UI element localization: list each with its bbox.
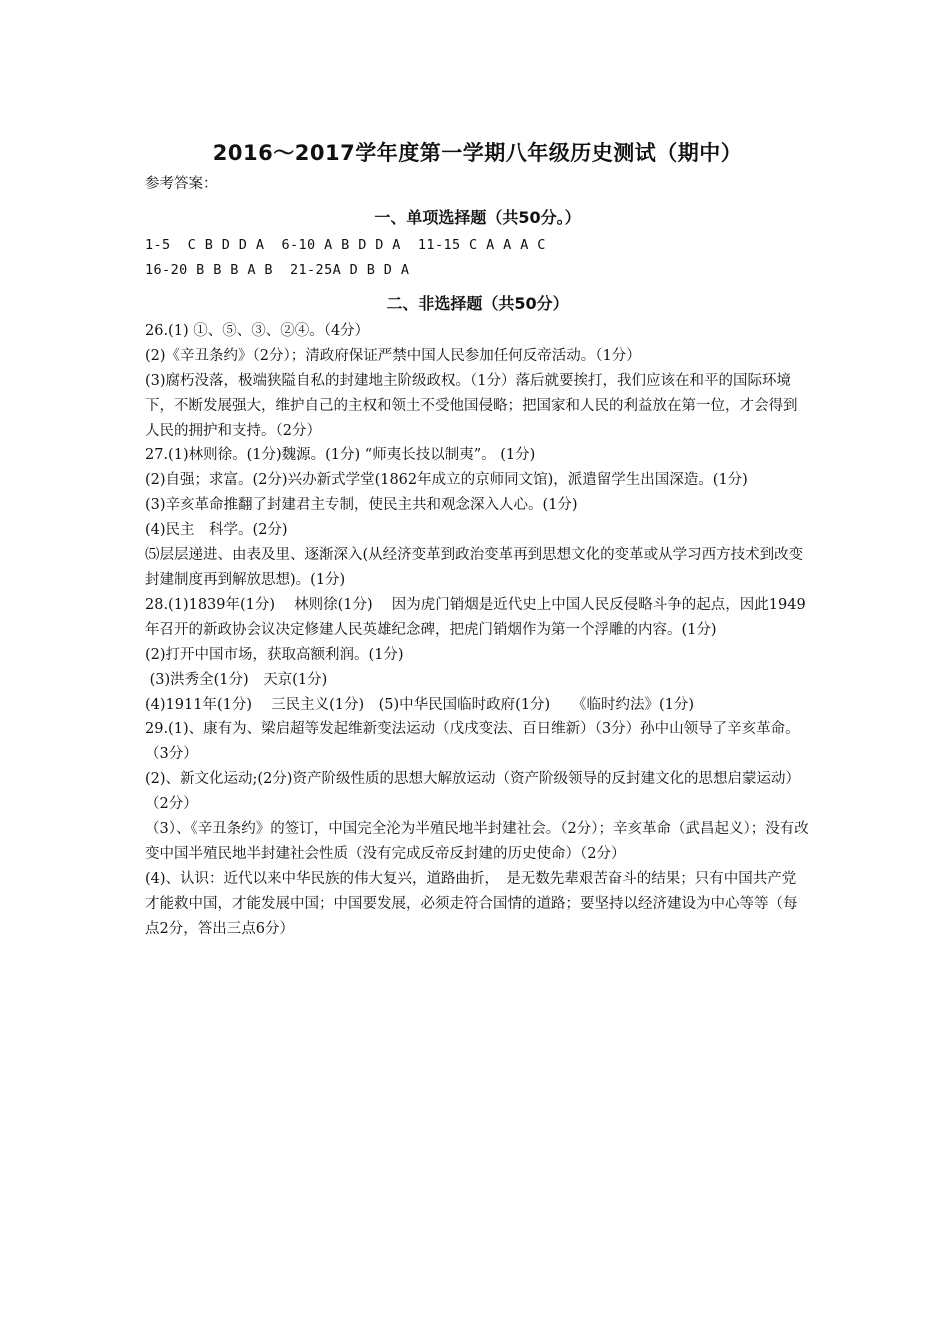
answer-29-4: (4)、认识：近代以来中华民族的伟大复兴，道路曲折， 是无数先辈艰苦奋斗的结果；只有中国共产党才能救中国，才能发展中国；中国要发展，必须走符合国情的道路；要坚持以经济建设为中心等等（每点2分，答出三点6分） bbox=[145, 870, 798, 937]
answer-27-5: ⑸层层递进、由表及里、逐渐深入(从经济变革到政治变革再到思想文化的变革或从学习西方技术到改变封建制度再到解放思想)。(1分) bbox=[145, 547, 804, 588]
answer-key-label: 参考答案： bbox=[145, 176, 218, 192]
answer-28-3: (3)洪秀全(1分) 天京(1分) bbox=[145, 671, 328, 688]
answer-27-1: 27.(1)林则徐。(1分)魏源。(1分) “师夷长技以制夷”。 (1分) bbox=[145, 447, 536, 464]
answer-29-2: (2)、新文化运动;(2分)资产阶级性质的思想大解放运动（资产阶级领导的反封建文化的思想启蒙运动）（2分） bbox=[145, 771, 800, 813]
answer-29-3: （3）、《辛丑条约》的签订，中国完全沦为半殖民地半封建社会。（2分）；辛亥革命（武昌起义）；没有改变中国半殖民地半封建社会性质（没有完成反帝反封建的历史使命）（2分） bbox=[145, 821, 809, 862]
answer-26-3: (3)腐朽没落，极端狭隘自私的封建地主阶级政权。（1分）落后就要挨打，我们应该在和平的国际环境下，不断发展强大，维护自己的主权和领土不受他国侵略；把国家和人民的利益放在第一位，才会得到人民的拥护和支持。（2分） bbox=[145, 372, 798, 439]
answer-sheet-page bbox=[145, 138, 810, 942]
answer-28-1: 28.(1)1839年(1分) 林则徐(1分) 因为虎门销烟是近代史上中国人民反侵略斗争的起点，因此1949年召开的新政协会议决定修建人民英雄纪念碑，把虎门销烟作为第一个浮雕的内容。(1分) bbox=[145, 596, 806, 638]
answer-27-3: (3)辛亥革命推翻了封建君主专制，使民主共和观念深入人心。(1分) bbox=[145, 497, 578, 514]
answer-27-2: (2)自强；求富。(2分)兴办新式学堂(1862年成立的京师同文馆)，派遣留学生出国深造。(1分) bbox=[145, 472, 748, 489]
answer-26-2: (2)《辛丑条约》（2分）；清政府保证严禁中国人民参加任何反帝活动。（1分） bbox=[145, 347, 641, 364]
multiple-choice-answers-row-1: 1-5 C B D D A 6-10 A B D D A 11-15 C A A A C bbox=[145, 236, 546, 253]
answer-28-4-5: (4)1911年(1分) 三民主义(1分) (5)中华民国临时政府(1分) 《临时约法》(1分) bbox=[145, 696, 694, 713]
answer-28-2: (2)打开中国市场，获取高额利润。(1分) bbox=[145, 646, 404, 663]
section-1-heading: 一、单项选择题（共50分。） bbox=[374, 207, 581, 227]
section-2-heading: 二、非选择题（共50分） bbox=[386, 293, 569, 313]
answer-29-1: 29.(1)、康有为、梁启超等发起维新变法运动（戊戌变法、百日维新）（3分）孙中山领导了辛亥革命。（3分） bbox=[145, 721, 800, 763]
multiple-choice-answers-row-2: 16-20 B B B A B 21-25A D B D A bbox=[145, 261, 410, 278]
document-title: 2016～2017学年度第一学期八年级历史测试（期中） bbox=[212, 141, 743, 165]
answer-26-1: 26.(1) ①、⑤、③、②④。（4分） bbox=[145, 322, 370, 339]
answer-27-4: (4)民主 科学。(2分) bbox=[145, 522, 288, 539]
